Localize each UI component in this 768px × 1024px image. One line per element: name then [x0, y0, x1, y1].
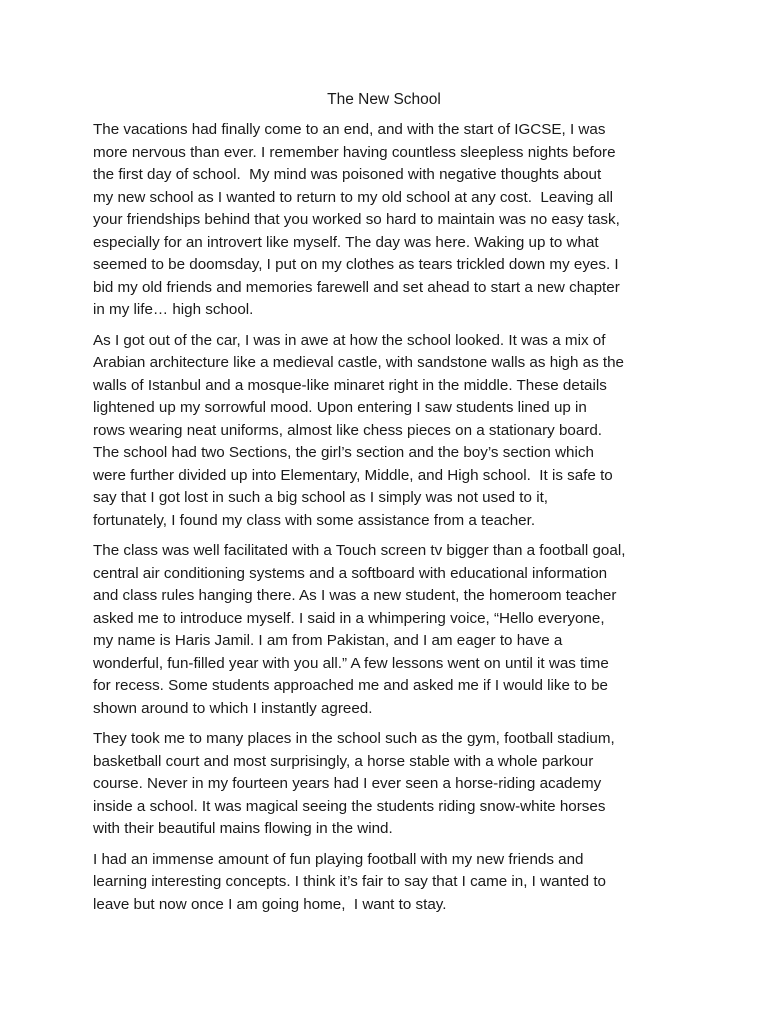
text-line: Arabian architecture like a medieval castle, with sandstone walls as high as the — [93, 354, 624, 371]
text-line: fortunately, I found my class with some assistance from a teacher. — [93, 511, 536, 529]
text-line: for recess. Some students approached me and asked me if I would like to be — [93, 677, 608, 694]
paragraph — [93, 119, 683, 322]
text-line: bid my old friends and memories farewell and set ahead to start a new chapter — [93, 278, 620, 296]
text-line: especially for an introvert like myself. The day was here. Waking up to what — [93, 233, 599, 251]
paragraph — [93, 728, 683, 841]
text-line: and class rules hanging there. As I was a new student, the homeroom teacher — [93, 587, 617, 604]
text-line: I had an immense amount of fun playing football with my new friends and — [93, 850, 584, 868]
text-line: shown around to which I instantly agreed. — [93, 699, 373, 717]
text-line: walls of Istanbul and a mosque-like minaret right in the middle. These details — [93, 376, 607, 394]
text-line: were further divided up into Elementary, Middle, and High school. It is safe to — [93, 466, 613, 484]
document-title: The New School — [327, 91, 441, 108]
paragraph — [93, 849, 683, 917]
text-line: The school had two Sections, the girl’s section and the boy’s section which — [93, 444, 594, 461]
text-line: basketball court and most surprisingly, a horse stable with a whole parkour — [93, 752, 594, 770]
text-line: with their beautiful mains flowing in the wind. — [93, 820, 393, 837]
text-line: leave but now once I am going home, I want to stay. — [93, 895, 447, 913]
text-line: in my life… high school. — [93, 301, 254, 318]
text-line: central air conditioning systems and a softboard with educational information — [93, 564, 608, 582]
text-line: course. Never in my fourteen years had I ever seen a horse-riding academy — [93, 775, 602, 792]
text-line: wonderful, fun-filled year with you all.” A few lessons went on until it was time — [93, 654, 609, 672]
text-line: The vacations had finally come to an end, and with the start of IGCSE, I was — [93, 121, 606, 138]
paragraph — [93, 540, 683, 720]
text-line: The class was well facilitated with a Touch screen tv bigger than a football goal, — [93, 542, 626, 559]
text-line: inside a school. It was magical seeing the students riding snow-white horses — [93, 797, 606, 815]
text-line: They took me to many places in the school such as the gym, football stadium, — [93, 730, 615, 747]
text-line: rows wearing neat uniforms, almost like chess pieces on a stationary board. — [93, 421, 603, 439]
text-line: As I got out of the car, I was in awe at how the school looked. It was a mix of — [93, 331, 606, 349]
text-line: my new school as I wanted to return to my old school at any cost. Leaving all — [93, 188, 614, 206]
text-line: your friendships behind that you worked so hard to maintain was no easy task, — [93, 211, 620, 228]
document-body — [93, 119, 683, 924]
text-line: asked me to introduce myself. I said in a whimpering voice, “Hello everyone, — [93, 609, 605, 627]
text-line: the first day of school. My mind was poisoned with negative thoughts about — [93, 166, 602, 183]
text-line: learning interesting concepts. I think it’s fair to say that I came in, I wanted to — [93, 873, 606, 890]
text-line: my name is Haris Jamil. I am from Pakistan, and I am eager to have a — [93, 632, 563, 649]
text-line: more nervous than ever. I remember having countless sleepless nights before — [93, 143, 616, 161]
text-line: say that I got lost in such a big school as I simply was not used to it, — [93, 489, 549, 506]
paragraph — [93, 330, 683, 533]
text-line: seemed to be doomsday, I put on my clothes as tears trickled down my eyes. I — [93, 256, 619, 273]
text-line: lightened up my sorrowful mood. Upon entering I saw students lined up in — [93, 399, 587, 416]
